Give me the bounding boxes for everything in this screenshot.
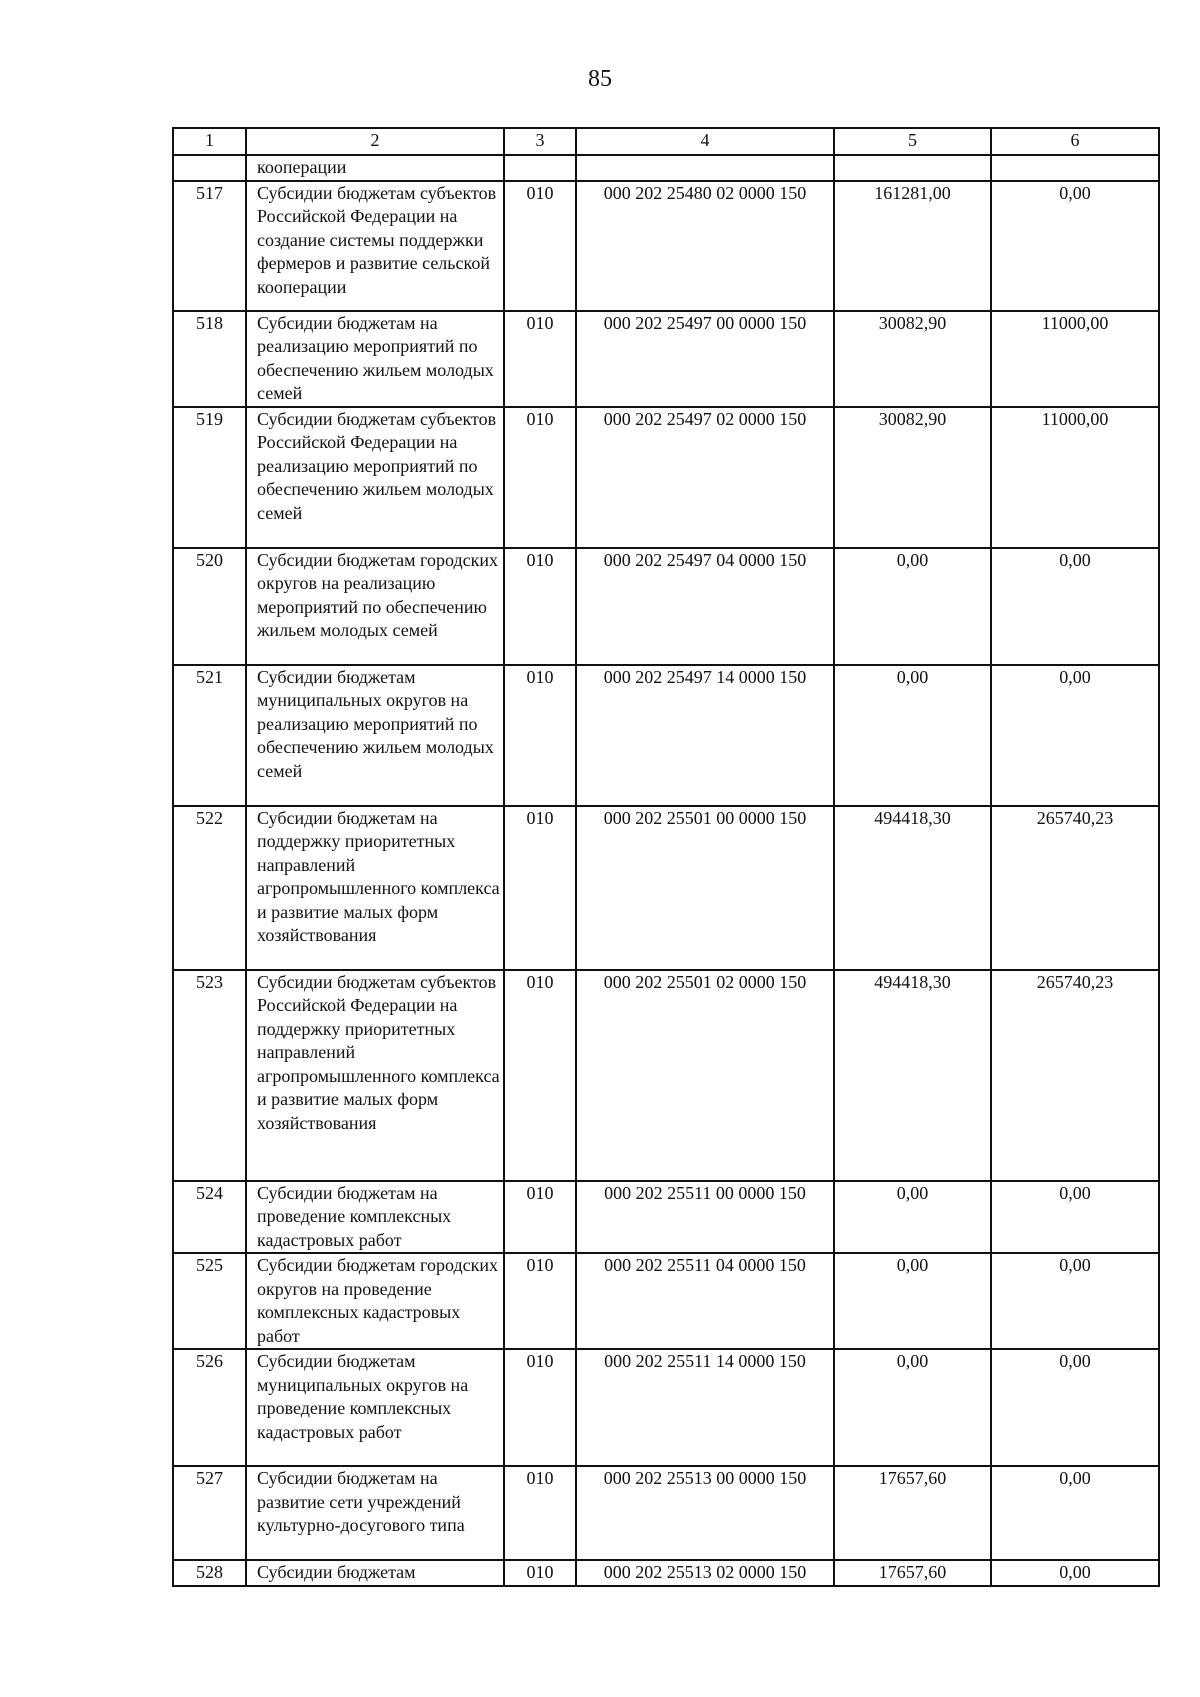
code-cell: 000 202 25501 02 0000 150 — [576, 970, 834, 1181]
budget-table — [172, 127, 1160, 1587]
code-cell: 000 202 25511 00 0000 150 — [576, 1181, 834, 1254]
value5-cell: 0,00 — [834, 1349, 991, 1466]
value5-cell: 161281,00 — [834, 181, 991, 311]
value5-cell: 30082,90 — [834, 311, 991, 407]
code3-cell: 010 — [504, 1466, 576, 1560]
row-number-cell: 523 — [173, 970, 246, 1181]
description-cell: Субсидии бюджетам субъектов Российской Федерации на создание системы поддержки фермеров и развитие сельской кооперации — [246, 181, 504, 311]
code-cell: 000 202 25513 00 0000 150 — [576, 1466, 834, 1560]
description-cell: Субсидии бюджетам на реализацию мероприятий по обеспечению жильем молодых семей — [246, 311, 504, 407]
code-cell: 000 202 25511 04 0000 150 — [576, 1253, 834, 1349]
value5-cell: 30082,90 — [834, 407, 991, 548]
column-header: 3 — [504, 128, 576, 155]
code-cell: 000 202 25480 02 0000 150 — [576, 181, 834, 311]
column-header: 6 — [991, 128, 1159, 155]
code-cell — [576, 155, 834, 181]
code-cell: 000 202 25497 02 0000 150 — [576, 407, 834, 548]
code3-cell: 010 — [504, 665, 576, 806]
description-cell: Субсидии бюджетам на поддержку приоритетных направлений агропромышленного комплекса и развитие малых форм хозяйствования — [246, 806, 504, 970]
code3-cell: 010 — [504, 1349, 576, 1466]
code3-cell: 010 — [504, 548, 576, 665]
value5-cell: 494418,30 — [834, 806, 991, 970]
description-cell: кооперации — [246, 155, 504, 181]
code3-cell: 010 — [504, 1560, 576, 1586]
row-number-cell: 525 — [173, 1253, 246, 1349]
continuation-row — [173, 155, 1159, 181]
table-row — [173, 806, 1159, 970]
table-row — [173, 548, 1159, 665]
code-cell: 000 202 25497 04 0000 150 — [576, 548, 834, 665]
description-cell: Субсидии бюджетам субъектов Российской Федерации на поддержку приоритетных направлений агропромышленного комплекса и развитие малых форм хозяйствования — [246, 970, 504, 1181]
column-header: 4 — [576, 128, 834, 155]
code3-cell: 010 — [504, 181, 576, 311]
value6-cell: 0,00 — [991, 1560, 1159, 1586]
code-cell: 000 202 25501 00 0000 150 — [576, 806, 834, 970]
page-number: 85 — [588, 66, 612, 92]
value6-cell: 11000,00 — [991, 407, 1159, 548]
description-cell: Субсидии бюджетам городских округов на реализацию мероприятий по обеспечению жильем молодых семей — [246, 548, 504, 665]
column-header: 1 — [173, 128, 246, 155]
code3-cell: 010 — [504, 1181, 576, 1254]
column-header: 2 — [246, 128, 504, 155]
table-row — [173, 407, 1159, 548]
row-number-cell: 521 — [173, 665, 246, 806]
value6-cell: 11000,00 — [991, 311, 1159, 407]
table-row — [173, 970, 1159, 1181]
row-number-cell: 518 — [173, 311, 246, 407]
value5-cell: 0,00 — [834, 665, 991, 806]
description-cell: Субсидии бюджетам на проведение комплексных кадастровых работ — [246, 1181, 504, 1254]
value6-cell: 0,00 — [991, 1466, 1159, 1560]
value5-cell: 0,00 — [834, 1253, 991, 1349]
value5-cell: 494418,30 — [834, 970, 991, 1181]
row-number-cell: 527 — [173, 1466, 246, 1560]
description-cell: Субсидии бюджетам — [246, 1560, 504, 1586]
value5-cell — [834, 155, 991, 181]
table-row — [173, 1466, 1159, 1560]
value6-cell: 0,00 — [991, 1253, 1159, 1349]
code3-cell: 010 — [504, 970, 576, 1181]
table-row — [173, 181, 1159, 311]
header-row — [173, 128, 1159, 155]
table-row — [173, 665, 1159, 806]
code-cell: 000 202 25511 14 0000 150 — [576, 1349, 834, 1466]
value6-cell — [991, 155, 1159, 181]
code3-cell: 010 — [504, 407, 576, 548]
table-row — [173, 311, 1159, 407]
row-number-cell: 528 — [173, 1560, 246, 1586]
value5-cell: 17657,60 — [834, 1466, 991, 1560]
value5-cell: 17657,60 — [834, 1560, 991, 1586]
code3-cell: 010 — [504, 806, 576, 970]
table-row — [173, 1349, 1159, 1466]
value6-cell: 0,00 — [991, 665, 1159, 806]
value6-cell: 265740,23 — [991, 806, 1159, 970]
code3-cell: 010 — [504, 311, 576, 407]
code3-cell — [504, 155, 576, 181]
description-cell: Субсидии бюджетам муниципальных округов на реализацию мероприятий по обеспечению жильем молодых семей — [246, 665, 504, 806]
description-cell: Субсидии бюджетам городских округов на проведение комплексных кадастровых работ — [246, 1253, 504, 1349]
code-cell: 000 202 25497 14 0000 150 — [576, 665, 834, 806]
value6-cell: 265740,23 — [991, 970, 1159, 1181]
value5-cell: 0,00 — [834, 1181, 991, 1254]
row-number-cell: 522 — [173, 806, 246, 970]
row-number-cell: 519 — [173, 407, 246, 548]
row-number-cell: 526 — [173, 1349, 246, 1466]
column-header: 5 — [834, 128, 991, 155]
value6-cell: 0,00 — [991, 548, 1159, 665]
description-cell: Субсидии бюджетам субъектов Российской Федерации на реализацию мероприятий по обеспечению жильем молодых семей — [246, 407, 504, 548]
row-number-cell — [173, 155, 246, 181]
table-row — [173, 1560, 1159, 1586]
value6-cell: 0,00 — [991, 1181, 1159, 1254]
description-cell: Субсидии бюджетам на развитие сети учреждений культурно-досугового типа — [246, 1466, 504, 1560]
row-number-cell: 517 — [173, 181, 246, 311]
value6-cell: 0,00 — [991, 1349, 1159, 1466]
value6-cell: 0,00 — [991, 181, 1159, 311]
table-row — [173, 1181, 1159, 1254]
table-row — [173, 1253, 1159, 1349]
code3-cell: 010 — [504, 1253, 576, 1349]
value5-cell: 0,00 — [834, 548, 991, 665]
code-cell: 000 202 25497 00 0000 150 — [576, 311, 834, 407]
description-cell: Субсидии бюджетам муниципальных округов на проведение комплексных кадастровых работ — [246, 1349, 504, 1466]
row-number-cell: 524 — [173, 1181, 246, 1254]
code-cell: 000 202 25513 02 0000 150 — [576, 1560, 834, 1586]
row-number-cell: 520 — [173, 548, 246, 665]
